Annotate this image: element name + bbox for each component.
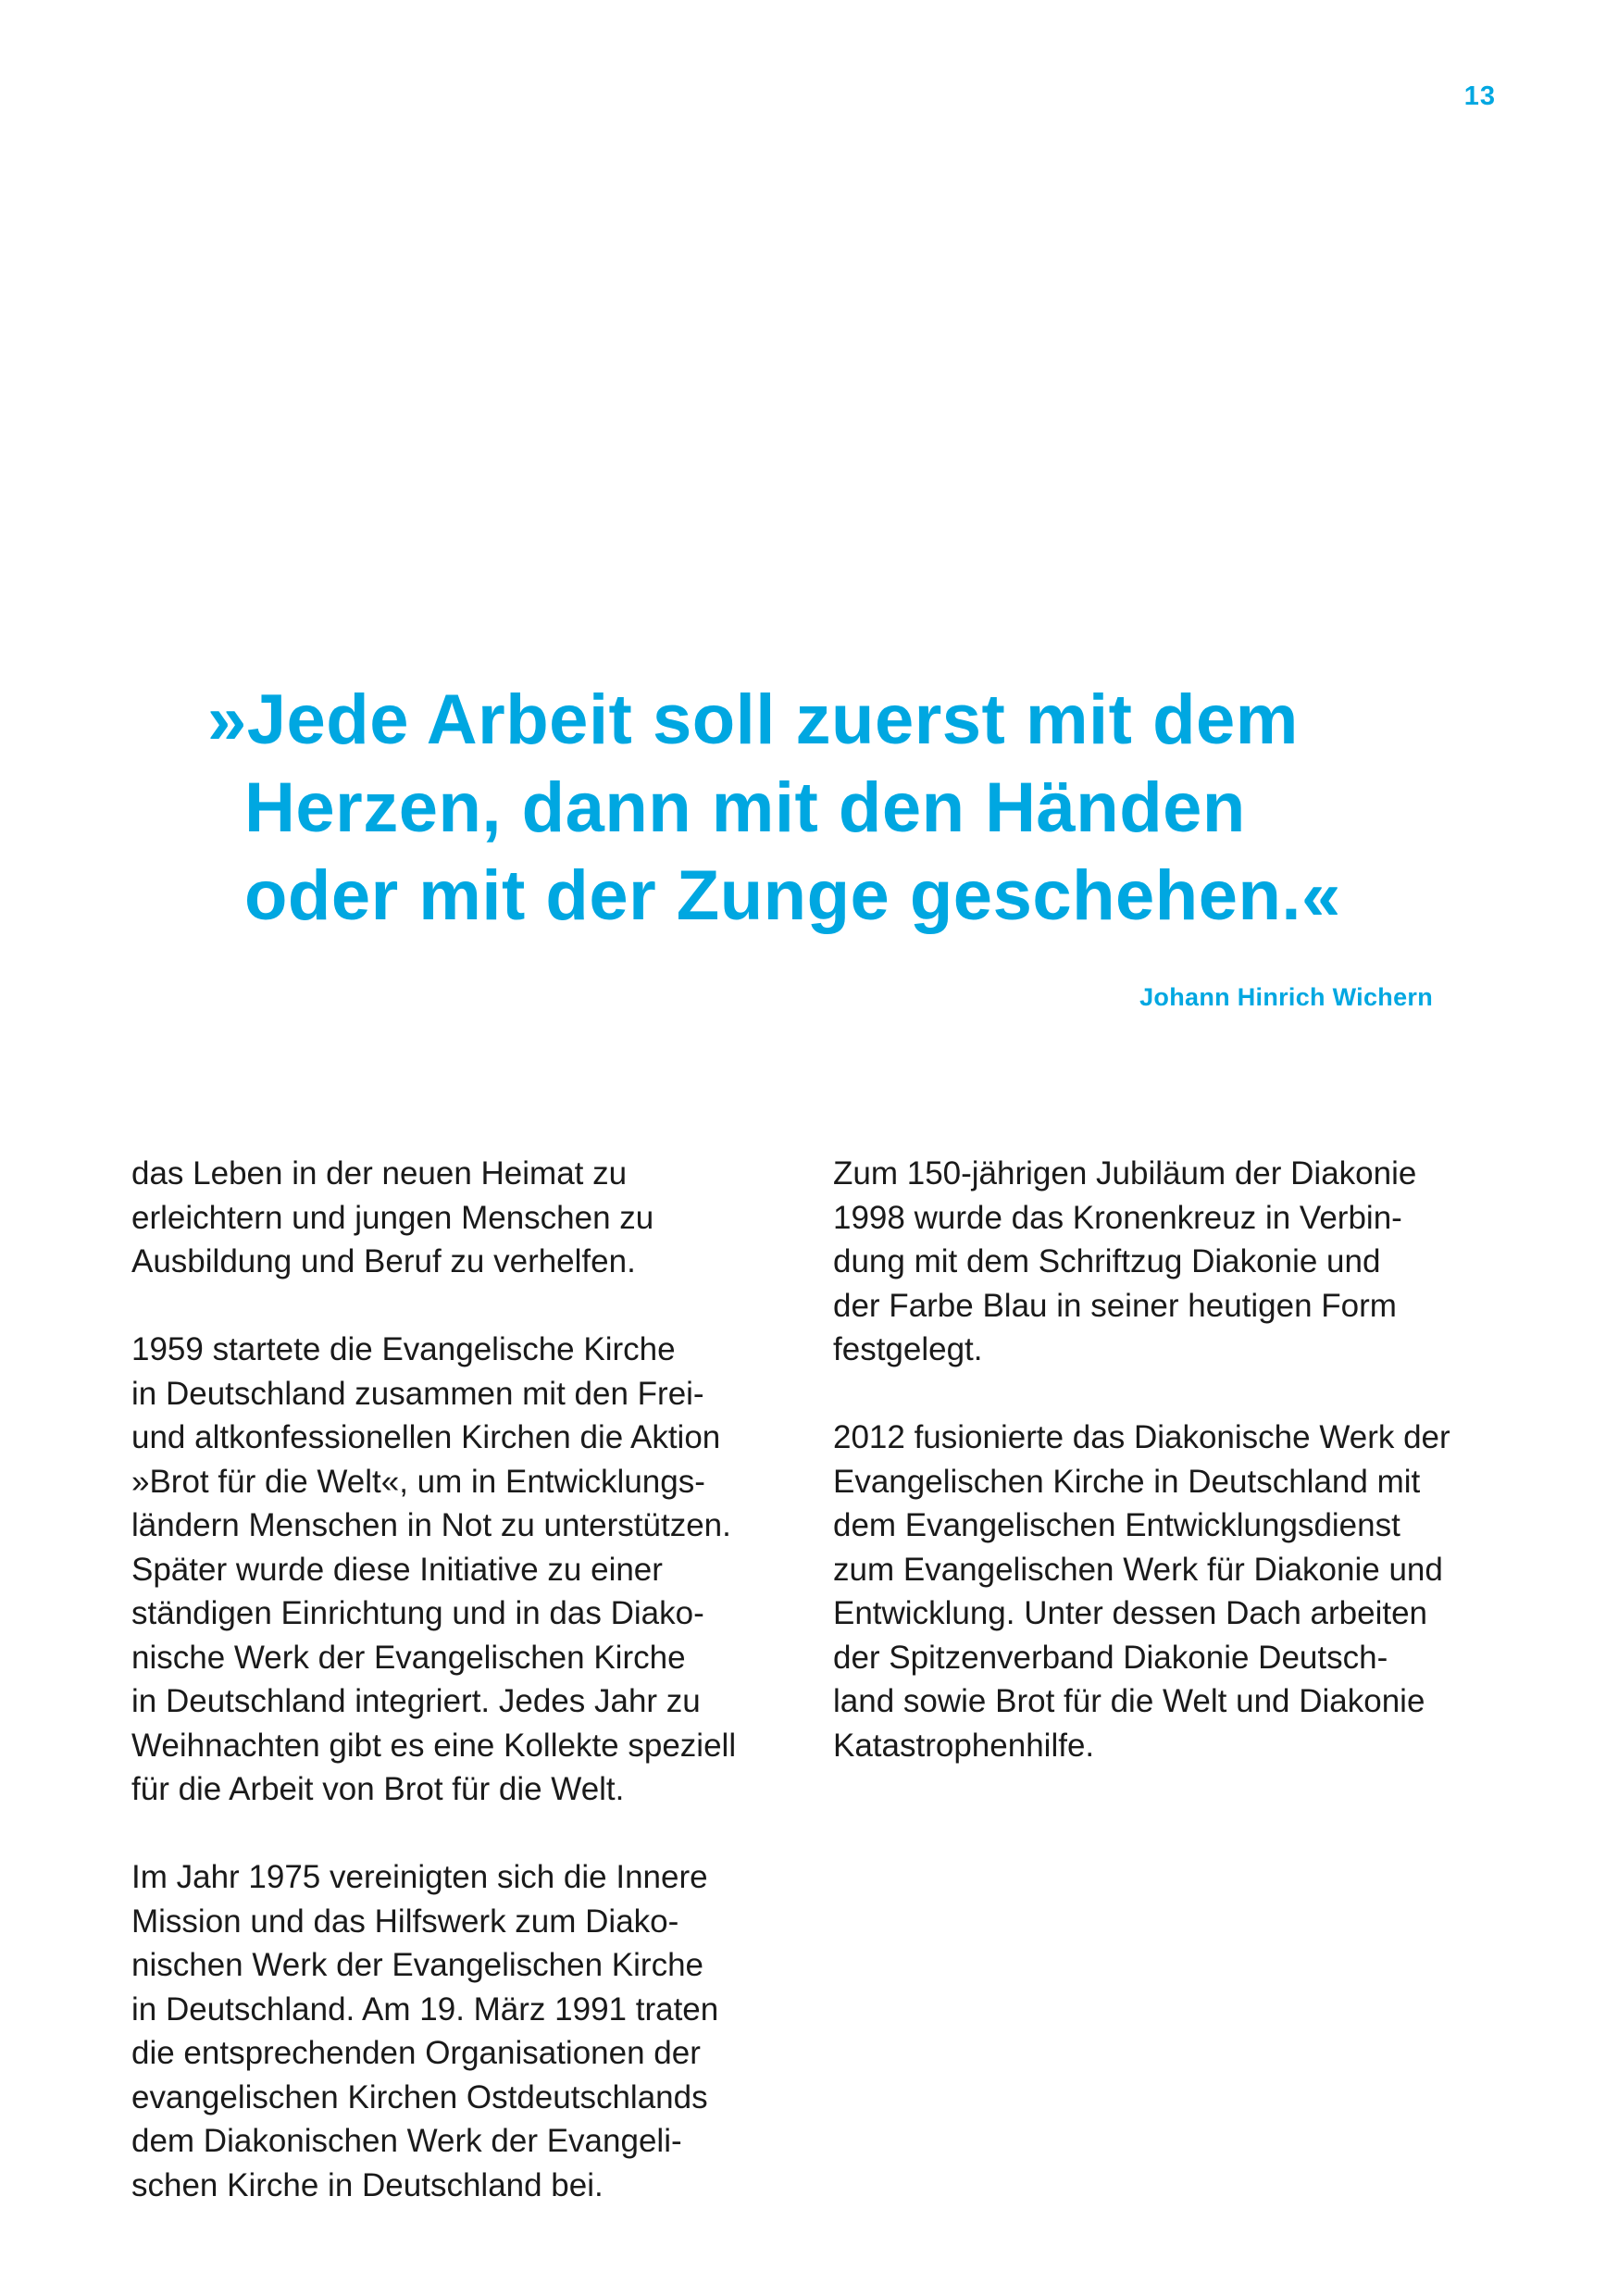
- text-line: dung mit dem Schriftzug Diakonie und: [833, 1243, 1381, 1279]
- body-paragraph: [833, 1416, 1518, 1767]
- text-line: Im Jahr 1975 vereinigten sich die Innere: [131, 1859, 708, 1895]
- text-line: Ausbildung und Beruf zu verhelfen.: [131, 1243, 636, 1279]
- text-line: Später wurde diese Initiative zu einer: [131, 1551, 663, 1588]
- text-line: festgelegt.: [833, 1331, 983, 1367]
- text-line: 1998 wurde das Kronenkreuz in Verbin-: [833, 1199, 1402, 1236]
- pull-quote: [207, 676, 1503, 940]
- text-line: Evangelischen Kirche in Deutschland mit: [833, 1463, 1421, 1500]
- text-line: ländern Menschen in Not zu unterstützen.: [131, 1507, 731, 1543]
- text-line: und altkonfessionellen Kirchen die Aktion: [131, 1419, 721, 1455]
- text-line: die entsprechenden Organisationen der: [131, 2035, 701, 2071]
- text-line: schen Kirche in Deutschland bei.: [131, 2166, 604, 2203]
- text-line: 2012 fusionierte das Diakonische Werk der: [833, 1419, 1450, 1455]
- text-line: der Farbe Blau in seiner heutigen Form: [833, 1287, 1397, 1324]
- page-number: 13: [1463, 81, 1496, 111]
- quote-line: Herzen, dann mit den Händen: [244, 768, 1246, 847]
- body-column-left: [131, 1152, 816, 2252]
- body-paragraph: [131, 1328, 816, 1812]
- text-line: dem Evangelischen Entwicklungsdienst: [833, 1507, 1400, 1543]
- text-line: »Brot für die Welt«, um in Entwicklungs-: [131, 1463, 705, 1500]
- text-line: dem Diakonischen Werk der Evangeli-: [131, 2123, 682, 2159]
- text-line: nische Werk der Evangelischen Kirche: [131, 1639, 686, 1676]
- text-line: das Leben in der neuen Heimat zu: [131, 1155, 628, 1192]
- text-line: für die Arbeit von Brot für die Welt.: [131, 1771, 625, 1807]
- text-line: zum Evangelischen Werk für Diakonie und: [833, 1551, 1443, 1588]
- text-line: Mission und das Hilfswerk zum Diako-: [131, 1903, 679, 1940]
- text-line: nischen Werk der Evangelischen Kirche: [131, 1947, 704, 1983]
- text-line: der Spitzenverband Diakonie Deutsch-: [833, 1639, 1388, 1676]
- text-line: 1959 startete die Evangelische Kirche: [131, 1331, 676, 1367]
- text-line: in Deutschland. Am 19. März 1991 traten: [131, 1990, 719, 2028]
- text-line: in Deutschland integriert. Jedes Jahr zu: [131, 1683, 701, 1719]
- text-line: land sowie Brot für die Welt und Diakonie: [833, 1683, 1425, 1719]
- quote-line: »Jede Arbeit soll zuerst mit dem: [207, 680, 1299, 759]
- text-line: erleichtern und jungen Menschen zu: [131, 1199, 654, 1236]
- text-line: evangelischen Kirchen Ostdeutschlands: [131, 2078, 708, 2115]
- body-column-right: [833, 1152, 1518, 1812]
- text-line: ständigen Einrichtung und in das Diako-: [131, 1595, 704, 1631]
- text-line: Entwicklung. Unter dessen Dach arbeiten: [833, 1595, 1428, 1631]
- body-paragraph: [131, 1855, 816, 2207]
- text-line: Zum 150-jährigen Jubiläum der Diakonie: [833, 1155, 1417, 1192]
- text-line: Katastrophenhilfe.: [833, 1727, 1095, 1764]
- text-line: in Deutschland zusammen mit den Frei-: [131, 1375, 704, 1412]
- quote-line: oder mit der Zunge geschehen.«: [244, 856, 1341, 935]
- quote-author: Johann Hinrich Wichern: [1139, 983, 1433, 1011]
- body-paragraph: [131, 1152, 816, 1284]
- text-line: Weihnachten gibt es eine Kollekte speziell: [131, 1727, 737, 1764]
- body-paragraph: [833, 1152, 1518, 1372]
